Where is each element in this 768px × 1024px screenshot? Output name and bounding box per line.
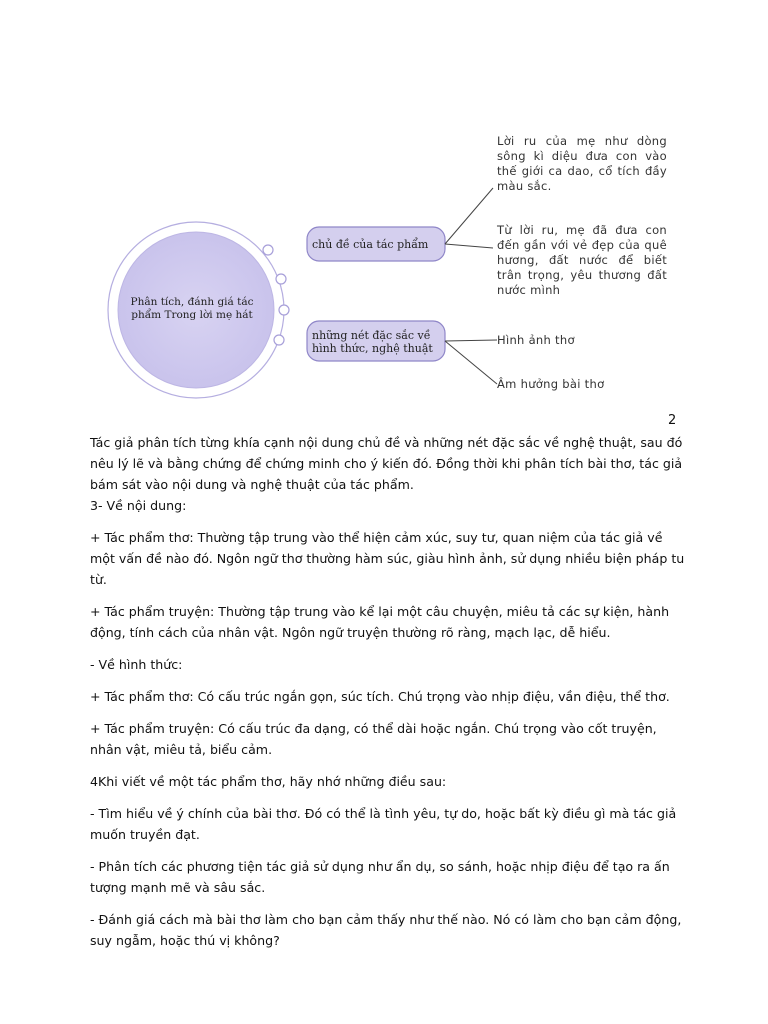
document-body [90, 432, 690, 962]
poem-form-item: + Tác phẩm thơ: Có cấu trúc ngắn gọn, súc tích. Chú trọng vào nhịp điệu, vần điệu, thể thơ. [90, 689, 670, 704]
theme-note-1: Lời ru của mẹ như dòng sông kì diệu đưa con vào thế giới ca dao, cổ tích đầy màu sắc. [497, 134, 667, 193]
heading-form: - Về hình thức: [90, 657, 183, 672]
story-form-item: + Tác phẩm truyện: Có cấu trúc đa dạng, có thể dài hoặc ngắn. Chú trọng vào cốt truyện, nhân vật, miêu tả, biểu cảm. [90, 721, 657, 757]
tip-evaluate-feeling: - Đánh giá cách mà bài thơ làm cho bạn cảm thấy như thế nào. Nó có làm cho bạn cảm động, suy ngẫm, hoặc thú vị không? [90, 912, 682, 948]
center-node-label: Phân tích, đánh giá tác phẩm Trong lời mẹ hát [130, 296, 254, 321]
page-number: 2 [668, 413, 677, 428]
heading-writing-tips: 4Khi viết về một tác phẩm thơ, hãy nhớ những điều sau: [90, 774, 447, 789]
mind-map-diagram [0, 0, 768, 410]
branch-theme-label: chủ đề của tác phẩm [312, 238, 429, 251]
tip-analyze-devices: - Phân tích các phương tiện tác giả sử dụng như ẩn dụ, so sánh, hoặc nhịp điệu để tạo ra ấn tượng mạnh mẽ và sâu sắc. [90, 859, 670, 895]
story-content-item: + Tác phẩm truyện: Thường tập trung vào kể lại một câu chuyện, miêu tả các sự kiện, hành động, tính cách của nhân vật. Ngôn ngữ truyện thường rõ ràng, mạch lạc, dễ hiểu. [90, 604, 670, 640]
art-note-1: Hình ảnh thơ [497, 333, 575, 347]
heading-content: 3- Về nội dung: [90, 498, 187, 513]
intro-paragraph: Tác giả phân tích từng khía cạnh nội dung chủ đề và những nét đặc sắc về nghệ thuật, sau đó nêu lý lẽ và bằng chứng để chứng minh cho ý kiến đó. Đồng thời khi phân tích bài thơ, tác giả bám sát vào nội dung và nghệ thuật của tác phẩm. [90, 435, 683, 492]
art-note-2: Âm hưởng bài thơ [497, 377, 605, 391]
tip-main-idea: - Tìm hiểu về ý chính của bài thơ. Đó có thể là tình yêu, tự do, hoặc bất kỳ điều gì mà tác giả muốn truyền đạt. [90, 806, 677, 842]
branch-art-label: những nét đặc sắc về hình thức, nghệ thuật [312, 329, 433, 355]
poem-content-item: + Tác phẩm thơ: Thường tập trung vào thể hiện cảm xúc, suy tư, quan niệm của tác giả về một vấn đề nào đó. Ngôn ngữ thơ thường hàm súc, giàu hình ảnh, sử dụng nhiều biện pháp tu từ. [90, 530, 685, 587]
theme-note-2: Từ lời ru, mẹ đã đưa con đến gần với vẻ đẹp của quê hương, đất nước để biết trân trọng, yêu thương đất nước mình [497, 223, 667, 297]
